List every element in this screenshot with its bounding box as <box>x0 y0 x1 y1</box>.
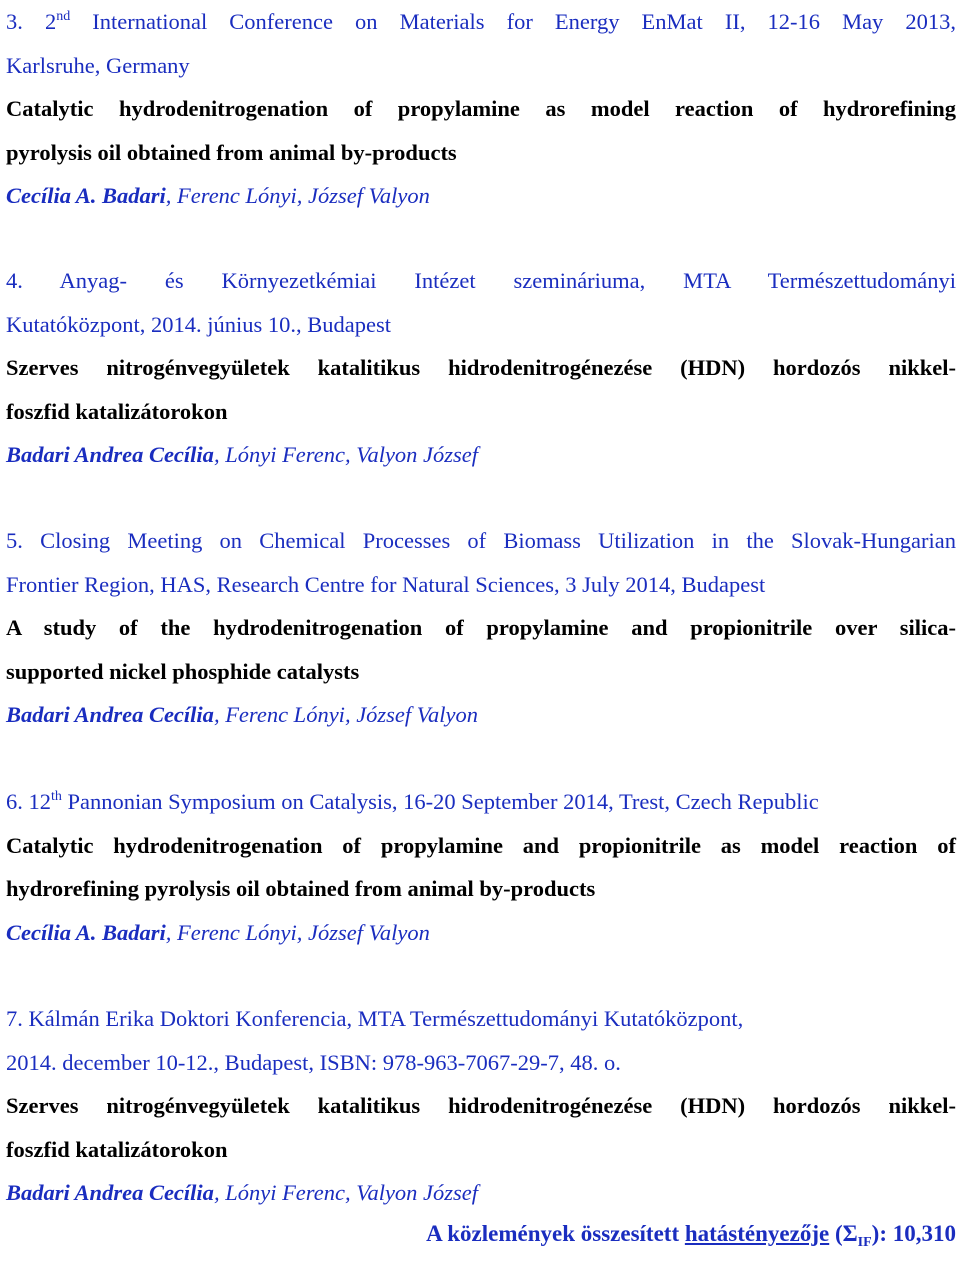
paper-title-line: hydrorefining pyrolysis oil obtained from animal by-products <box>6 876 596 901</box>
paper-title-line: Catalytic hydrodenitrogenation of propylamine as model reaction of hydrorefining <box>6 96 956 121</box>
paper-title-line: Szerves nitrogénvegyületek katalitikus hidrodenitrogénezése (HDN) hordozós nikkel- <box>6 1093 956 1118</box>
publication-entry <box>6 997 956 1215</box>
author-line: Cecília A. Badari, Ferenc Lónyi, József Valyon <box>6 919 430 945</box>
author-line: Badari Andrea Cecília, Ferenc Lónyi, József Valyon <box>6 702 479 727</box>
publication-entry <box>6 259 956 477</box>
publication-entry <box>6 519 956 737</box>
paper-title-line: supported nickel phosphide catalysts <box>6 658 360 684</box>
publication-entry <box>6 780 956 954</box>
venue-line: 2014. december 10-12., Budapest, ISBN: 978-963-7067-29-7, 48. o. <box>6 1049 621 1075</box>
publication-entry <box>6 0 956 218</box>
author-line: Badari Andrea Cecília, Lónyi Ferenc, Valyon József <box>6 442 479 467</box>
venue-line: 5. Closing Meeting on Chemical Processes of Biomass Utilization in the Slovak-Hungarian <box>6 528 956 553</box>
author-line: Cecília A. Badari, Ferenc Lónyi, József Valyon <box>6 183 430 208</box>
paper-title-line: foszfid katalizátorokon <box>6 1136 228 1162</box>
paper-title-line: Catalytic hydrodenitrogenation of propylamine and propionitrile as model reaction of <box>6 832 956 858</box>
author-line: Badari Andrea Cecília, Lónyi Ferenc, Valyon József <box>6 1180 479 1205</box>
venue-line: Karlsruhe, Germany <box>6 52 190 78</box>
paper-title-line: pyrolysis oil obtained from animal by-products <box>6 139 457 165</box>
paper-title-line: A study of the hydrodenitrogenation of propylamine and propionitrile over silica- <box>6 615 956 640</box>
venue-line: 6. 12th Pannonian Symposium on Catalysis, 16-20 September 2014, Trest, Czech Republic <box>6 789 819 814</box>
venue-line: 3. 2nd International Conference on Materials for Energy EnMat II, 12-16 May 2013, <box>6 9 956 34</box>
venue-line: 4. Anyag- és Környezetkémiai Intézet szemináriuma, MTA Természettudományi <box>6 268 956 293</box>
venue-line: Frontier Region, HAS, Research Centre for Natural Sciences, 3 July 2014, Budapest <box>6 571 766 597</box>
paper-title-line: foszfid katalizátorokon <box>6 398 228 424</box>
venue-line: 7. Kálmán Erika Doktori Konferencia, MTA Természettudományi Kutatóközpont, <box>6 1006 744 1031</box>
paper-title-line: Szerves nitrogénvegyületek katalitikus hidrodenitrogénezése (HDN) hordozós nikkel- <box>6 355 956 380</box>
impact-factor-summary: A közlemények összesített hatástényezője $(\Sigma_{IF})$: 10,310 <box>426 1221 956 1250</box>
venue-line: Kutatóközpont, 2014. június 10., Budapest <box>6 311 391 337</box>
